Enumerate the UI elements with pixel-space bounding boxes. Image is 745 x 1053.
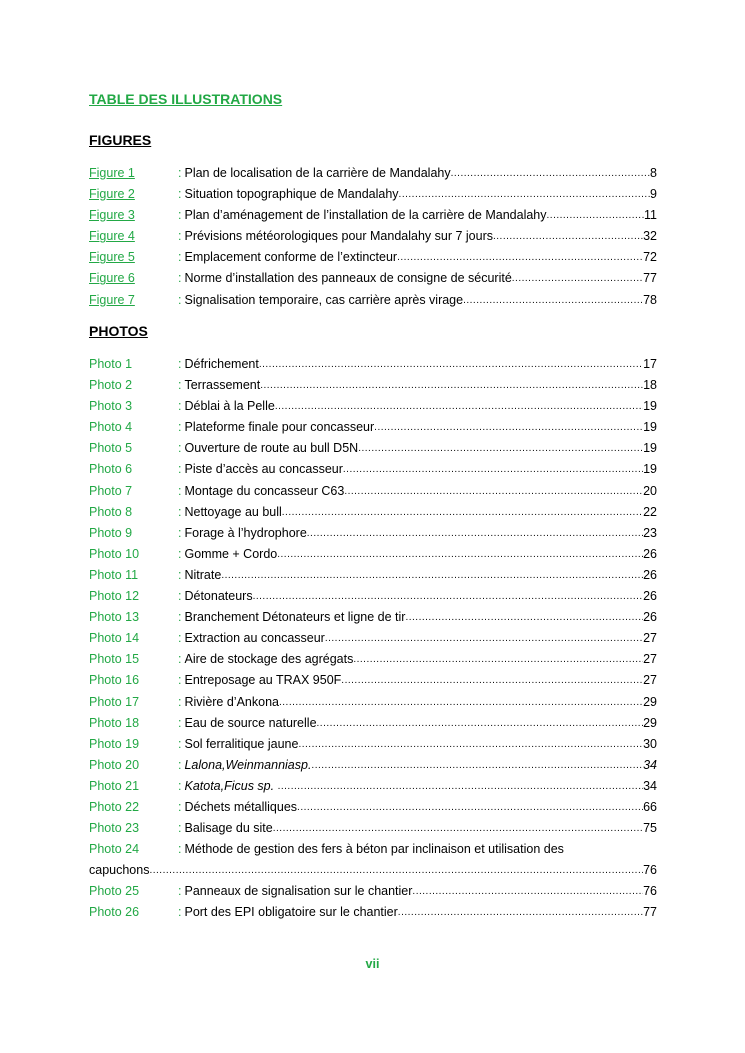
photo-label: Photo 25 [89, 884, 140, 899]
entry-text: Montage du concasseur C63 [184, 483, 345, 498]
photo-label: Photo 15 [89, 652, 140, 667]
separator: : [178, 715, 182, 730]
list-item [89, 205, 657, 226]
entry-text: Déchets métalliques [184, 799, 298, 814]
dot-leader [353, 649, 643, 670]
separator: : [178, 631, 182, 646]
photo-label: Photo 12 [89, 589, 140, 604]
photo-label: Photo 6 [89, 462, 133, 477]
entry-text: Entreposage au TRAX 950F [184, 673, 342, 688]
dot-leader [463, 290, 643, 311]
dot-leader [253, 586, 644, 607]
page-number: 76 [643, 863, 657, 878]
dot-leader [398, 902, 643, 923]
list-item [89, 247, 657, 268]
dot-leader [451, 163, 650, 184]
dot-leader [397, 247, 643, 268]
separator: : [178, 357, 182, 371]
separator: : [178, 399, 182, 414]
entry-text: Lalona,Weinmanniasp. [184, 757, 312, 772]
dot-leader [278, 776, 644, 797]
entry-text: Situation topographique de Mandalahy [184, 187, 399, 202]
page-number: 19 [643, 462, 657, 477]
separator: : [178, 610, 182, 625]
entry-text: Katota,Ficus sp. [184, 778, 278, 793]
entry-text: Défrichement [184, 357, 259, 371]
page-number: 77 [643, 905, 657, 920]
entry-text: Gomme + Cordo [184, 546, 278, 561]
page-number: 72 [643, 250, 657, 265]
dot-leader [297, 797, 643, 818]
separator: : [178, 567, 182, 582]
dot-leader [325, 628, 643, 649]
entry-text: Détonateurs [184, 589, 253, 604]
list-item [89, 184, 657, 205]
list-item [89, 226, 657, 247]
list-item [89, 755, 657, 776]
entry-text: Norme d’installation des panneaux de consigne de sécurité [184, 271, 512, 286]
page-number: 29 [643, 694, 657, 709]
photos-heading: PHOTOS [89, 323, 148, 339]
entry-text: Nitrate [184, 567, 222, 582]
dot-leader [547, 205, 645, 226]
separator: : [178, 884, 182, 899]
dot-leader [282, 502, 643, 523]
list-item [89, 649, 657, 670]
page-number: 77 [643, 271, 657, 286]
dot-leader [307, 523, 643, 544]
separator: : [178, 525, 182, 540]
dot-leader [405, 607, 643, 628]
dot-leader [399, 184, 651, 205]
photo-label: Photo 10 [89, 546, 140, 561]
separator: : [178, 546, 182, 561]
figure-link[interactable]: Figure 1 [89, 166, 135, 180]
list-item [89, 565, 657, 586]
page-number: 19 [643, 420, 657, 435]
separator: : [178, 652, 182, 667]
list-item [89, 797, 657, 818]
entry-text: Rivière d’Ankona [184, 694, 279, 709]
entry-text: Méthode de gestion des fers à béton par inclinaison et utilisation des [184, 842, 564, 857]
page-number: 76 [643, 884, 657, 899]
photo-label: Photo 22 [89, 799, 140, 814]
page-number: 27 [643, 652, 657, 667]
entry-text-continued: capuchons [89, 863, 150, 878]
dot-leader [343, 459, 643, 480]
list-item [89, 628, 657, 649]
page-number: 27 [643, 673, 657, 688]
dot-leader [259, 354, 643, 375]
figures-list [89, 163, 657, 311]
list-item [89, 438, 657, 459]
list-item [89, 481, 657, 502]
separator: : [178, 842, 182, 857]
page-number: 22 [643, 504, 657, 519]
page-number: 26 [643, 589, 657, 604]
page-number: 23 [643, 525, 657, 540]
page-number: 66 [643, 799, 657, 814]
photo-label: Photo 24 [89, 842, 140, 857]
list-item [89, 544, 657, 565]
photo-label: Photo 2 [89, 378, 133, 393]
separator: : [178, 799, 182, 814]
entry-text: Terrassement [184, 378, 261, 393]
list-item [89, 839, 657, 881]
page-number: 34 [643, 778, 657, 793]
list-item [89, 670, 657, 691]
figure-link[interactable]: Figure 4 [89, 229, 135, 244]
figure-link[interactable]: Figure 7 [89, 292, 135, 307]
entry-text: Plateforme finale pour concasseur [184, 420, 375, 435]
entry-text: Panneaux de signalisation sur le chantier [184, 884, 413, 899]
list-item [89, 818, 657, 839]
page-number: 26 [643, 546, 657, 561]
photo-label: Photo 19 [89, 736, 140, 751]
dot-leader [374, 417, 643, 438]
separator: : [178, 420, 182, 435]
entry-text: Eau de source naturelle [184, 715, 317, 730]
dot-leader [358, 438, 643, 459]
toc-title: TABLE DES ILLUSTRATIONS [89, 91, 283, 107]
page-number-footer: vii [365, 957, 380, 971]
photo-label: Photo 1 [89, 357, 133, 371]
list-item [89, 586, 657, 607]
photo-label: Photo 8 [89, 504, 133, 519]
separator: : [178, 821, 182, 836]
page-number: 78 [643, 292, 657, 307]
dot-leader [221, 565, 643, 586]
separator: : [178, 229, 182, 244]
page-number: 8 [650, 166, 657, 180]
list-item [89, 902, 657, 923]
entry-text: Piste d’accès au concasseur [184, 462, 343, 477]
list-item [89, 881, 657, 902]
dot-leader [412, 881, 643, 902]
separator: : [178, 483, 182, 498]
dot-leader [277, 544, 643, 565]
page-number: 18 [643, 378, 657, 393]
dot-leader [260, 375, 643, 396]
entry-text: Branchement Détonateurs et ligne de tir [184, 610, 406, 625]
list-item [89, 375, 657, 396]
entry-text: Aire de stockage des agrégats [184, 652, 354, 667]
page-number: 20 [643, 483, 657, 498]
dot-leader [341, 670, 643, 691]
page-number: 11 [644, 208, 657, 223]
photo-label: Photo 26 [89, 905, 140, 920]
entry-text: Prévisions météorologiques pour Mandalahy sur 7 jours [184, 229, 493, 244]
dot-leader [317, 713, 644, 734]
photo-label: Photo 18 [89, 715, 140, 730]
photo-label: Photo 21 [89, 778, 140, 793]
entry-text: Déblai à la Pelle [184, 399, 275, 414]
photo-label: Photo 16 [89, 673, 140, 688]
page-number: 17 [643, 357, 657, 371]
list-item [89, 502, 657, 523]
figure-link[interactable]: Figure 2 [89, 187, 135, 202]
figures-heading: FIGURES [89, 132, 152, 148]
page-number: 29 [643, 715, 657, 730]
list-item [89, 163, 657, 184]
page-number: 75 [643, 821, 657, 836]
figure-link[interactable]: Figure 6 [89, 271, 135, 286]
entry-text: Nettoyage au bull [184, 504, 282, 519]
separator: : [178, 736, 182, 751]
separator: : [178, 694, 182, 709]
dot-leader [275, 396, 643, 417]
entry-text: Sol ferralitique jaune [184, 736, 299, 751]
photo-label: Photo 20 [89, 757, 140, 772]
separator: : [178, 208, 182, 223]
photo-label: Photo 5 [89, 441, 133, 456]
list-item [89, 459, 657, 480]
separator: : [178, 378, 182, 393]
list-item [89, 354, 657, 375]
page-number: 19 [643, 441, 657, 456]
photos-list [89, 354, 657, 924]
separator: : [178, 673, 182, 688]
list-item [89, 268, 657, 289]
list-item [89, 713, 657, 734]
separator: : [178, 589, 182, 604]
list-item [89, 523, 657, 544]
entry-text: Emplacement conforme de l’extincteur [184, 250, 398, 265]
page-number: 26 [643, 567, 657, 582]
page-number: 27 [643, 631, 657, 646]
page-number: 34 [643, 757, 657, 772]
separator: : [178, 271, 182, 286]
separator: : [178, 292, 182, 307]
list-item [89, 396, 657, 417]
entry-text: Port des EPI obligatoire sur le chantier [184, 905, 398, 920]
photo-label: Photo 9 [89, 525, 133, 540]
separator: : [178, 778, 182, 793]
separator: : [178, 441, 182, 456]
dot-leader [149, 860, 643, 881]
entry-text: Forage à l’hydrophore [184, 525, 307, 540]
entry-text: Ouverture de route au bull D5N [184, 441, 359, 456]
list-item [89, 776, 657, 797]
page-number: 26 [643, 610, 657, 625]
list-item [89, 607, 657, 628]
separator: : [178, 250, 182, 265]
photo-label: Photo 4 [89, 420, 133, 435]
separator: : [178, 504, 182, 519]
entry-text: Plan d’aménagement de l’installation de la carrière de Mandalahy [184, 208, 547, 223]
dot-leader [273, 818, 643, 839]
photo-label: Photo 23 [89, 821, 140, 836]
entry-text: Extraction au concasseur [184, 631, 325, 646]
dot-leader [298, 734, 643, 755]
photo-label: Photo 11 [89, 567, 139, 582]
page-number: 30 [643, 736, 657, 751]
separator: : [178, 187, 182, 202]
entry-text: Signalisation temporaire, cas carrière après virage [184, 292, 464, 307]
photo-label: Photo 14 [89, 631, 140, 646]
dot-leader [344, 481, 643, 502]
photo-label: Photo 7 [89, 483, 133, 498]
dot-leader [493, 226, 643, 247]
figure-link[interactable]: Figure 3 [89, 208, 135, 223]
page-number: 19 [643, 399, 657, 414]
entry-text: Plan de localisation de la carrière de Mandalahy [184, 166, 451, 180]
entry-text: Balisage du site [184, 821, 273, 836]
photo-label: Photo 17 [89, 694, 140, 709]
photo-label: Photo 13 [89, 610, 140, 625]
photo-label: Photo 3 [89, 399, 133, 414]
dot-leader [512, 268, 643, 289]
separator: : [178, 757, 182, 772]
list-item [89, 734, 657, 755]
page-number: 32 [643, 229, 657, 244]
dot-leader [279, 692, 643, 713]
figure-link[interactable]: Figure 5 [89, 250, 135, 265]
list-item [89, 692, 657, 713]
page-number: 9 [650, 187, 657, 202]
list-item [89, 290, 657, 311]
dot-leader [311, 755, 643, 776]
separator: : [178, 166, 182, 180]
list-item [89, 417, 657, 438]
separator: : [178, 462, 182, 477]
separator: : [178, 905, 182, 920]
